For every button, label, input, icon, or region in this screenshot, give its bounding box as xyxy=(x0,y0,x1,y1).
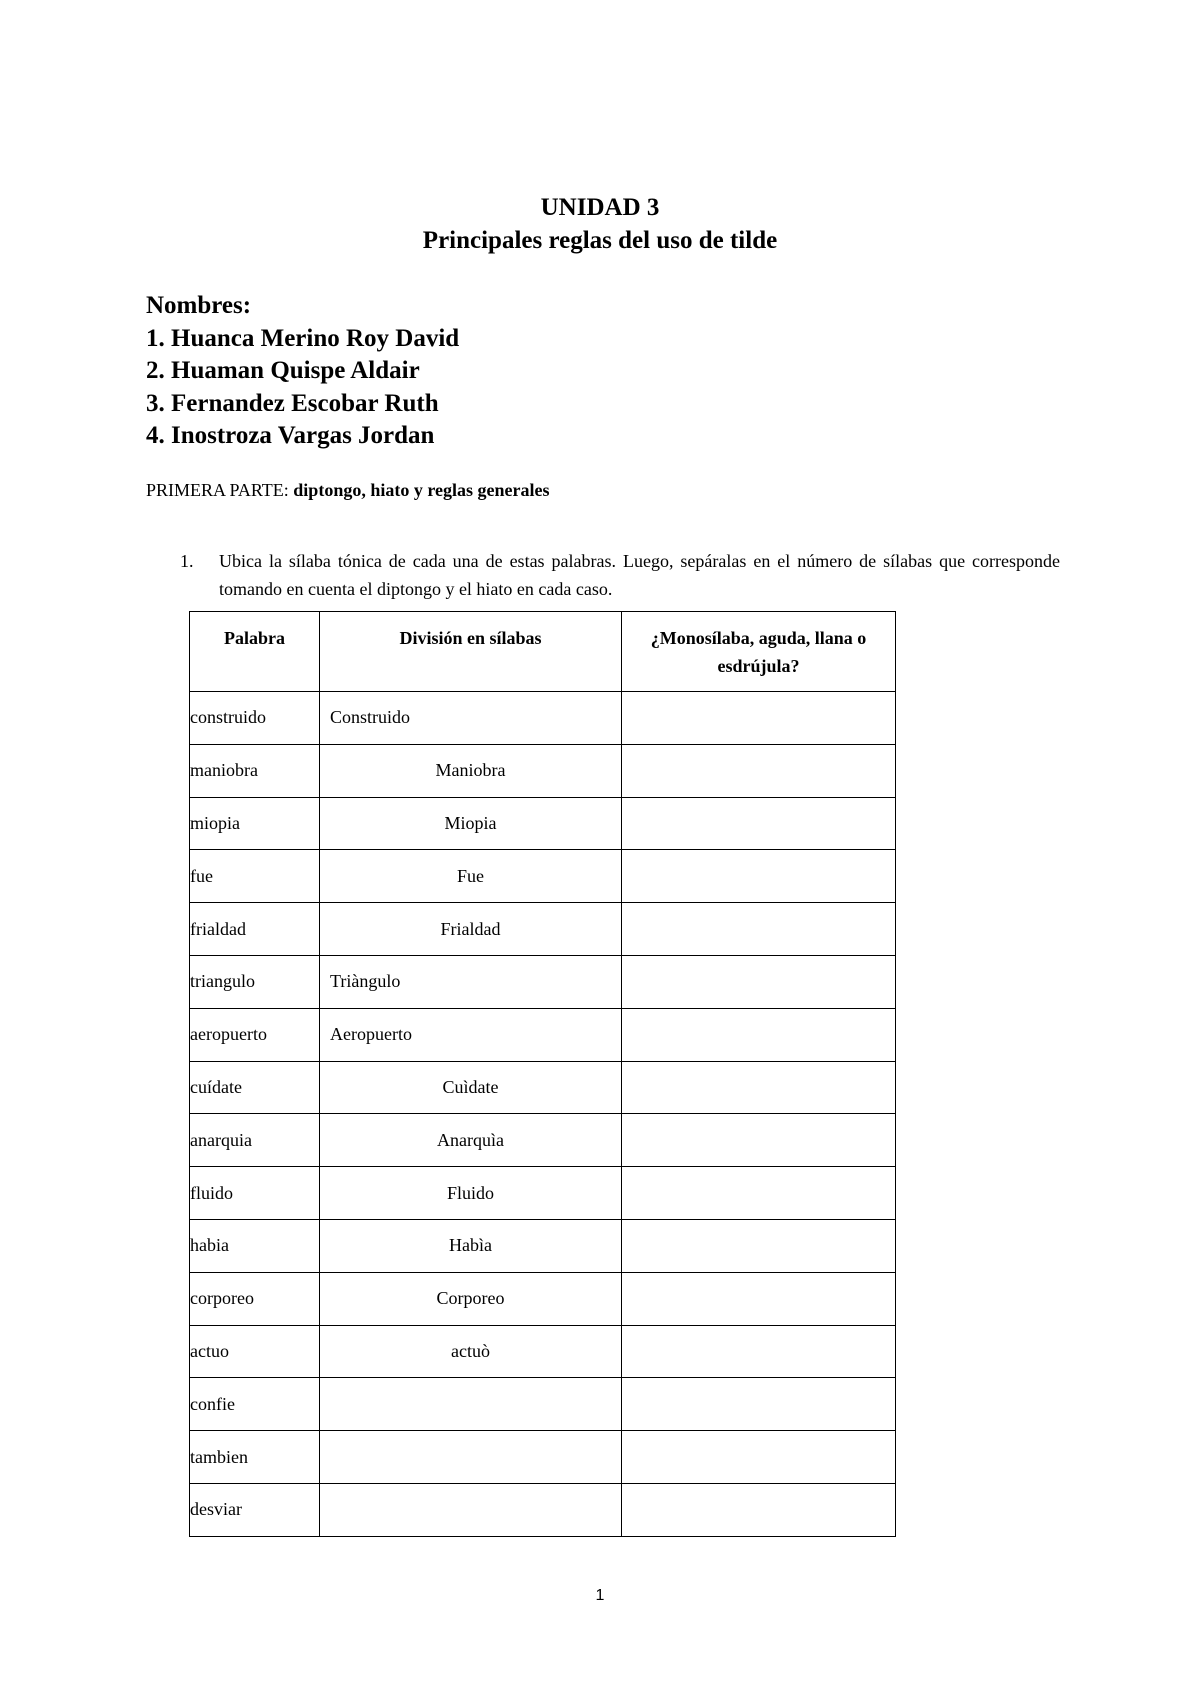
word-cell: aeropuerto xyxy=(190,1008,320,1061)
type-cell[interactable] xyxy=(622,1008,896,1061)
table-row xyxy=(190,955,896,1008)
names-block xyxy=(146,290,459,453)
table-row xyxy=(190,1167,896,1220)
unit-title: UNIDAD 3 xyxy=(540,194,660,221)
type-cell[interactable] xyxy=(622,692,896,745)
type-cell[interactable] xyxy=(622,850,896,903)
table-row xyxy=(190,797,896,850)
type-cell[interactable] xyxy=(622,1272,896,1325)
type-cell[interactable] xyxy=(622,955,896,1008)
section-title: diptongo, hiato y reglas generales xyxy=(293,480,550,500)
word-cell: fue xyxy=(190,850,320,903)
table-row xyxy=(190,1325,896,1378)
type-cell[interactable] xyxy=(622,1061,896,1114)
division-cell[interactable]: Miopia xyxy=(320,797,622,850)
name-item: 4. Inostroza Vargas Jordan xyxy=(146,422,435,449)
name-item: 3. Fernandez Escobar Ruth xyxy=(146,389,439,417)
word-cell: construido xyxy=(190,692,320,745)
table-row xyxy=(190,1061,896,1114)
division-cell[interactable]: Anarquìa xyxy=(320,1114,622,1167)
type-cell[interactable] xyxy=(622,903,896,956)
division-cell[interactable]: Triàngulo xyxy=(320,955,622,1008)
division-cell[interactable] xyxy=(320,1431,622,1484)
section-label: PRIMERA PARTE: xyxy=(146,480,289,500)
division-cell[interactable]: Cuìdate xyxy=(320,1061,622,1114)
division-cell[interactable]: Frialdad xyxy=(320,903,622,956)
table-row xyxy=(190,692,896,745)
division-cell[interactable]: Maniobra xyxy=(320,744,622,797)
division-cell[interactable]: Corporeo xyxy=(320,1272,622,1325)
word-cell: habia xyxy=(190,1219,320,1272)
word-cell: triangulo xyxy=(190,955,320,1008)
type-cell[interactable] xyxy=(622,1219,896,1272)
table-row xyxy=(190,744,896,797)
type-cell[interactable] xyxy=(622,1325,896,1378)
syllable-table xyxy=(189,611,896,1537)
word-cell: tambien xyxy=(190,1431,320,1484)
page-subtitle: Principales reglas del uso de tilde xyxy=(422,227,778,254)
word-cell: maniobra xyxy=(190,744,320,797)
question-text: Ubica la sílaba tónica de cada una de estas palabras. Luego, sepáralas en el número de sílabas que corresponde tomando en cuenta el diptongo y el hiato en cada caso. xyxy=(219,551,1060,599)
table-row xyxy=(190,1008,896,1061)
table-row xyxy=(190,1431,896,1484)
division-cell[interactable]: Fue xyxy=(320,850,622,903)
name-item: 1. Huanca Merino Roy David xyxy=(146,324,460,352)
type-cell[interactable] xyxy=(622,1114,896,1167)
table-row xyxy=(190,1378,896,1431)
type-cell[interactable] xyxy=(622,797,896,850)
table-row xyxy=(190,1272,896,1325)
type-cell[interactable] xyxy=(622,1483,896,1536)
table-row xyxy=(190,850,896,903)
header-type: ¿Monosílaba, aguda, llana o esdrújula? xyxy=(622,612,896,692)
word-cell: cuídate xyxy=(190,1061,320,1114)
word-cell: anarquia xyxy=(190,1114,320,1167)
question-number: 1. xyxy=(180,551,194,571)
name-item: 2. Huaman Quispe Aldair xyxy=(146,357,420,384)
table-row xyxy=(190,903,896,956)
type-cell[interactable] xyxy=(622,1167,896,1220)
division-cell[interactable]: Fluido xyxy=(320,1167,622,1220)
names-label: Nombres: xyxy=(146,292,252,319)
header-word: Palabra xyxy=(190,612,320,692)
type-cell[interactable] xyxy=(622,1378,896,1431)
table-row xyxy=(190,1219,896,1272)
type-cell[interactable] xyxy=(622,1431,896,1484)
division-cell[interactable] xyxy=(320,1483,622,1536)
table-row xyxy=(190,1483,896,1536)
word-cell: frialdad xyxy=(190,903,320,956)
word-cell: fluido xyxy=(190,1167,320,1220)
word-cell: miopia xyxy=(190,797,320,850)
page-number: 1 xyxy=(595,1587,605,1604)
division-cell[interactable]: Construido xyxy=(320,692,622,745)
word-cell: corporeo xyxy=(190,1272,320,1325)
division-cell[interactable]: actuò xyxy=(320,1325,622,1378)
division-cell[interactable] xyxy=(320,1378,622,1431)
question-1 xyxy=(180,548,1060,603)
table-row xyxy=(190,1114,896,1167)
word-cell: confie xyxy=(190,1378,320,1431)
division-cell[interactable]: Aeropuerto xyxy=(320,1008,622,1061)
header-division: División en sílabas xyxy=(320,612,622,692)
table-header-row xyxy=(190,612,896,692)
word-cell: desviar xyxy=(190,1483,320,1536)
type-cell[interactable] xyxy=(622,744,896,797)
word-cell: actuo xyxy=(190,1325,320,1378)
division-cell[interactable]: Habìa xyxy=(320,1219,622,1272)
section-heading xyxy=(146,480,549,501)
